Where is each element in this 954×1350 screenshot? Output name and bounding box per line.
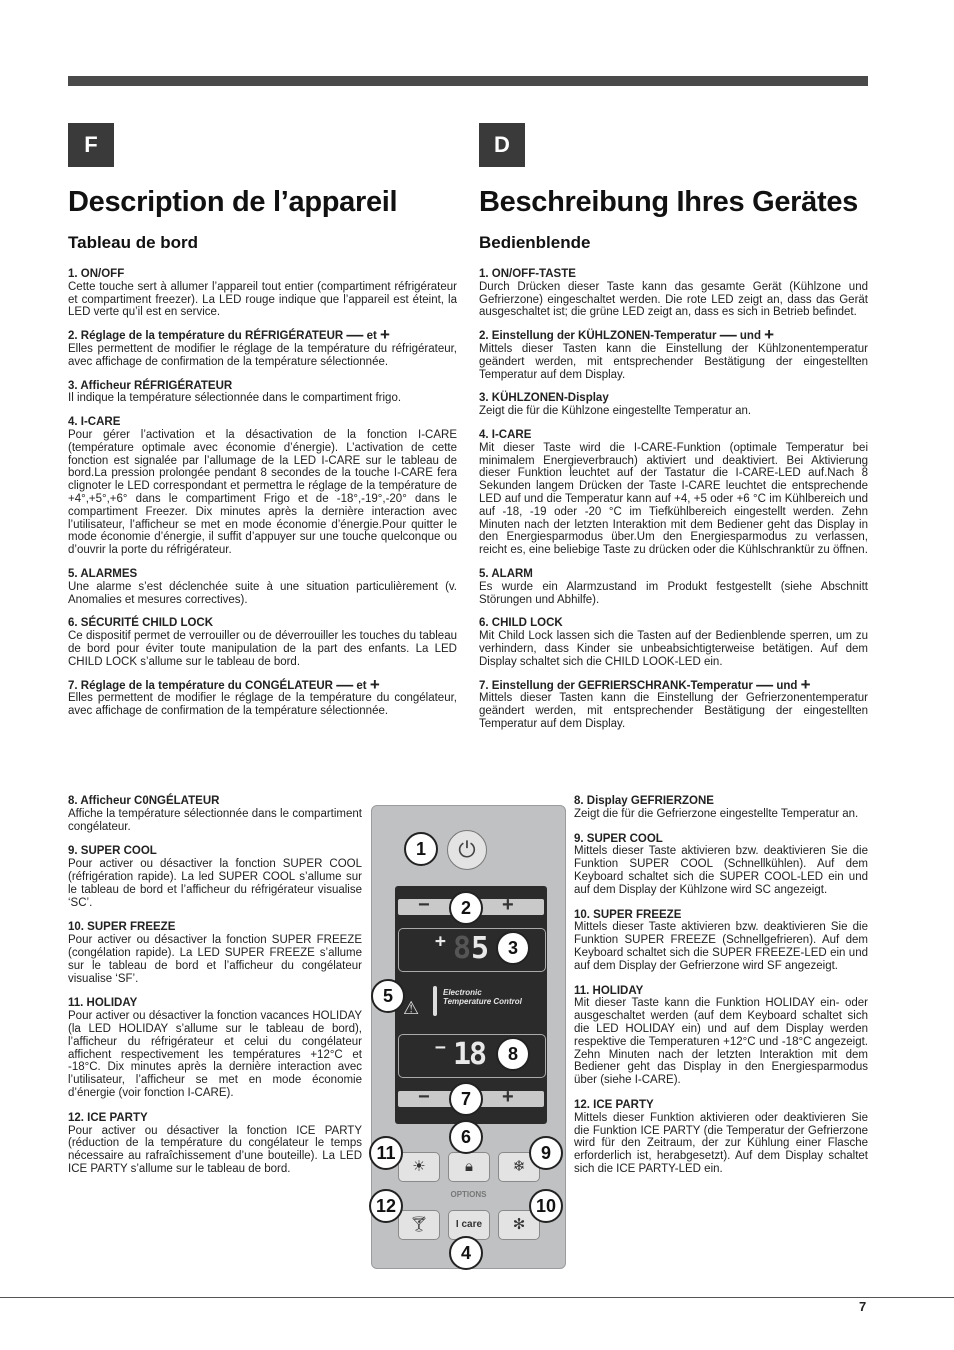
minus-icon: − (418, 1086, 430, 1108)
minus-icon: — (719, 325, 737, 345)
subtitle-fr: Tableau de bord (68, 233, 199, 252)
fridge-display: + 8 5 (398, 928, 546, 972)
fr-section-6: 6. SÉCURITÉ CHILD LOCK Ce dispositif permet de verrouiller ou de déverrouiller les touches du tableau de bord pour éviter toute manipulation de la part des enfants. La LED CHILD LOCK s’allume sur le tableau de bord. (68, 617, 457, 668)
fr-section-4: 4. I-CARE Pour gérer l’activation et la désactivation de la fonction I-CARE (température optimale avec économie d’énergie). L’activation de cette fonction est signalée par l’allumage de la LED I-CARE sur le tableau de bord.La pression prolongée pendant 8 secondes de la touche I-CARE fera clignoter le LED correspondant et permettra le réglage de la température de +4°,+5°,+6° dans le compartiment Frigo et de -18°,-19°,-20° dans le compartiment Freezer. Dix minutes après la dernière interaction avec l’utilisateur, l’afficheur se met en mode économie d’énergie.Pour quitter le mode économie d’énergie, il suffit d’appuyer sur une touche quelconque ou d’ouvrir la porte du réfrigérateur. (68, 416, 457, 557)
electronic-temperature-control-label: Electronic Temperature Control (443, 988, 522, 1006)
language-badge-de: D (479, 123, 525, 167)
minus-icon: − (418, 894, 430, 916)
fr-section-7: 7. Réglage de la température du CONGÉLATEUR — et + Elles permettent de modifier le réglage de la température du congélateur, avec affichage de confirmation de la température sélectionnée. (68, 674, 457, 718)
de-section-2: 2. Einstellung der KÜHLZONEN-Temperatur — und + Mittels dieser Tasten kann die Einstellung der Kühlzonentemperatur geändert werden, mit entsprechender Bestätigung der eingestellten Temperatur auf dem Display. (479, 325, 868, 381)
fr-section-1: 1. ON/OFF Cette touche sert à allumer l’appareil tout entier (compartiment réfrigérateur et compartiment freezer). La LED rouge indique que l’appareil est éteint, la LED verte qu’il est en service. (68, 268, 457, 319)
page-title-de: Beschreibung Ihres Gerätes (479, 186, 859, 218)
snowflake-icon: ✻ (512, 1216, 526, 1233)
callout-badge: 10 (529, 1189, 563, 1223)
plus-icon: + (502, 894, 514, 916)
fr-section-12: 12. ICE PARTY Pour activer ou désactiver la fonction ICE PARTY (réduction de la température du congélateur le temps nécessaire au rafraîchissement d’une bouteille). La LED ICE PARTY s’allume sur le tableau de bord. (68, 1111, 362, 1175)
plus-icon: + (800, 674, 811, 694)
plus-icon: + (764, 325, 775, 345)
callout-badge: 2 (449, 891, 483, 925)
thermometer-icon (433, 986, 437, 1016)
callout-badge: 7 (449, 1082, 483, 1116)
power-icon: ⏻ (447, 830, 487, 870)
fr-section-8: 8. Afficheur C0NGÉLATEUR Affiche la température sélectionnée dans le compartiment congélateur. (68, 795, 362, 833)
de-lower-column (574, 795, 868, 1188)
callout-badge: 1 (404, 832, 438, 866)
plus-icon: + (502, 1086, 514, 1108)
page-title-fr: Description de l’appareil (68, 186, 398, 218)
minus-icon: − (435, 1037, 444, 1058)
callout-badge: 8 (496, 1037, 530, 1071)
de-section-3: 3. KÜHLZONEN-Display Zeigt die für die Kühlzone eingestellte Temperatur an. (479, 392, 752, 418)
de-section-6: 6. CHILD LOCK Mit Child Lock lassen sich die Tasten auf der Bedienblende sperren, um zu verhindern, dass Kinder sie unbeabsichtigterweise betätigen. Auf dem Display schaltet sich die CHILD LOOK-LED ein. (479, 617, 868, 668)
child-lock-button (448, 1152, 490, 1182)
holiday-button (398, 1152, 440, 1182)
subtitle-de: Bedienblende (479, 233, 591, 252)
de-section-5: 5. ALARM Es wurde ein Alarmzustand im Produkt festgestellt (siehe Abschnitt Störungen und Abhilfe). (479, 567, 868, 606)
options-label: OPTIONS (450, 1190, 487, 1199)
callout-badge: 4 (449, 1236, 483, 1270)
plus-icon: + (369, 674, 380, 694)
de-section-12: 12. ICE PARTY Mittels dieser Funktion aktivieren oder deaktivieren Sie die Funktion ICE PARTY (die Temperatur der Gefrierzone wird für den Zeitraum, der zur Kühlung einer Flasche erforderlich ist, herabgesetzt). Auf dem Display schaltet sich die ICE PARTY-LED ein. (574, 1098, 868, 1175)
lock-icon: 🔒︎ (465, 1158, 473, 1175)
ice-party-button (398, 1210, 440, 1240)
icare-button: I care (448, 1210, 490, 1240)
top-rule (68, 76, 868, 86)
fr-upper-column (68, 268, 457, 729)
minus-icon: — (346, 325, 364, 345)
freezer-display: − 18 (398, 1034, 546, 1078)
minus-icon: — (336, 674, 354, 694)
callout-badge: 6 (449, 1120, 483, 1154)
glass-icon: 🍸︎ (409, 1216, 429, 1233)
de-section-10: 10. SUPER FREEZE Mittels dieser Taste aktivieren bzw. deaktivieren Sie die Funktion SUPER FREEZE (Schnellgefrieren). Auf dem Keyboard schaltet sich die SUPER FREEZE-LED ein und auf dem Display der Gefrierzone wird SF angezeigt. (574, 908, 868, 972)
de-upper-column (479, 268, 868, 742)
fr-section-9: 9. SUPER COOL Pour activer ou désactiver la fonction SUPER COOL (réfrigération rapide). La led SUPER COOL s’allume sur le tableau de bord et l’afficheur du réfrigérateur visualise ‘SC’. (68, 845, 362, 909)
fr-section-5: 5. ALARMES Une alarme s’est déclenchée suite à une situation particulièrement (v. Anomalies et mesures correctives). (68, 567, 457, 606)
fr-section-11: 11. HOLIDAY Pour activer ou désactiver la fonction vacances HOLIDAY (la LED HOLIDAY s’allume sur le tableau de bord), l’afficheur du réfrigérateur et celui du congélateur affichent respectivement les températures +12°C et -18°C. Dix minutes après la dernière interaction avec l’utilisateur, l’afficheur se met en mode économie d’énergie (voir fonction I-CARE). (68, 997, 362, 1099)
callout-badge: 9 (529, 1136, 563, 1170)
callout-badge: 12 (369, 1189, 403, 1223)
fr-section-3: 3. Afficheur RÉFRIGÉRATEUR Il indique la température sélectionnée dans le compartiment frigo. (68, 379, 402, 405)
holiday-icon: ☀ (412, 1158, 426, 1175)
fr-lower-column (68, 795, 362, 1188)
plus-icon: + (435, 931, 444, 952)
language-badge-fr: F (68, 123, 114, 167)
de-section-8: 8. Display GEFRIERZONE Zeigt die für die Gefrierzone eingestellte Temperatur an. (574, 795, 859, 820)
footer-rule (0, 1297, 954, 1298)
de-section-11: 11. HOLIDAY Mit dieser Taste kann die Funktion HOLIDAY ein- oder ausgeschaltet werden (auf dem Keyboard schaltet sich die LED HOLIDAY ein) und auf dem Display werden respektive die Temperaturen +12°C und -18°C angezeigt. Zehn Minuten nach der letzten Interaktion mit dem Bediener geht das Display in den Energiesparmodus über (siehe I-CARE). (574, 984, 868, 1087)
callout-badge: 5 (371, 979, 405, 1013)
super-cool-icon: ❄ (512, 1158, 526, 1175)
de-section-9: 9. SUPER COOL Mittels dieser Taste aktivieren bzw. deaktivieren Sie die Funktion SUPER COOL (Schnellkühlen). Auf dem Keyboard schaltet sich die SUPER COOL-LED ein und auf dem Display der Kühlzone wird SC angezeigt. (574, 832, 868, 896)
callout-badge: 11 (369, 1136, 403, 1170)
de-section-7: 7. Einstellung der GEFRIERSCHRANK-Temperatur — und + Mittels dieser Tasten kann die Einstellung der Gefrierzonentemperatur geändert werden, mit entsprechender Bestätigung der eingestellten Temperatur auf dem Display. (479, 674, 868, 730)
plus-icon: + (380, 325, 390, 345)
fr-section-2: 2. Réglage de la température du RÉFRIGÉRATEUR — et + Elles permettent de modifier le réglage de la température du réfrigérateur, avec affichage de confirmation de la température sélectionnée. (68, 325, 457, 368)
de-section-4: 4. I-CARE Mit dieser Taste wird die I-CARE-Funktion (optimale Temperatur bei minimalem Energieverbrauch) aktiviert und deaktiviert. Bei Aktivierung dieser Funktion leuchtet auf der Tastatur die I-CARE-LED auf.Nach 8 Sekunden langem Drücken der Taste I-CARE leuchtet die entsprechende LED auf und die Temperatur kann auf +4, +5 oder +6 °C im Kühlbereich und auf -18, -19 oder -20 °C im Tiefkühlbereich eingestellt werden. Zehn Minuten nach der letzten Interaktion mit dem Bediener geht das Display in den Energiesparmodus über.Um den Energiesparmodus zu verlassen, reicht es, eine beliebige Taste zu drücken oder die Kühlschranktür zu öffnen. (479, 428, 868, 557)
page-number: 7 (859, 1299, 867, 1314)
de-section-1: 1. ON/OFF-TASTE Durch Drücken dieser Taste kann das gesamte Gerät (Kühlzone und Gefrierzone) eingeschaltet werden. Die rote LED zeigt an, dass das Gerät ausgeschaltet ist; die grüne LED zeigt an, dass es sich in Betrieb befindet. (479, 268, 868, 319)
alarm-icon: ⚠ (403, 998, 420, 1018)
fr-section-10: 10. SUPER FREEZE Pour activer ou désactiver la fonction SUPER FREEZE (congélation rapide). La LED SUPER FREEZE s’allume sur le tableau de bord et l’afficheur du congélateur visualise ‘SF’. (68, 921, 362, 985)
minus-icon: — (756, 674, 774, 694)
callout-badge: 3 (496, 931, 530, 965)
